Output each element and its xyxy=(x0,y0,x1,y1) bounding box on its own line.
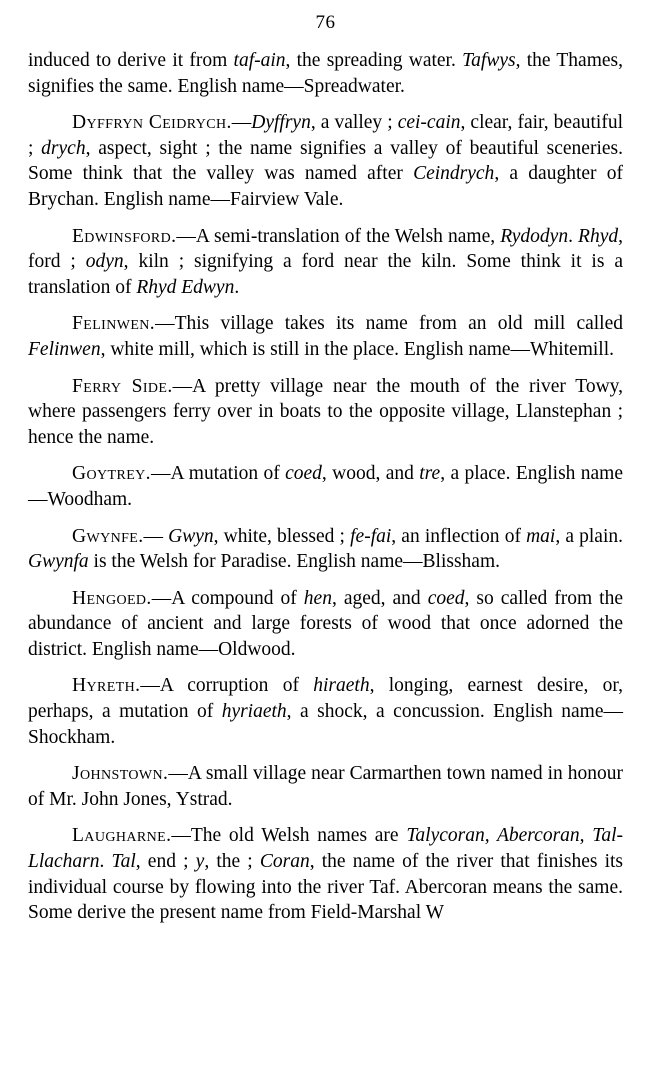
italic-term: coed xyxy=(285,463,322,485)
text-run: , wood, and xyxy=(321,463,420,485)
entry-headword: Felinwen. xyxy=(72,313,156,335)
italic-term: Rydodyn xyxy=(500,225,569,247)
text-run: , clear, fair, beautiful ; xyxy=(28,112,623,159)
text-run: , the spreading water. xyxy=(285,50,463,71)
text-run: , kiln ; signifying a ford near the kiln. Some think it is a translation of xyxy=(28,251,624,298)
text-run: —A semi-translation of the Welsh name, xyxy=(176,225,501,247)
entry-headword: Gwynfe. xyxy=(72,525,144,547)
text-run: , end ; xyxy=(135,851,196,873)
text-run: , white, blessed ; xyxy=(213,525,351,547)
text-run: , so called from the abundance of ancient and large forests of wood that once adorned the district. English name—Oldwood. xyxy=(28,587,624,660)
text-run: , longing, earnest desire, or, perhaps, a mutation of xyxy=(28,675,623,723)
entry-headword: Goytrey. xyxy=(72,463,151,485)
entry-headword: Ferry Side. xyxy=(72,375,173,397)
text-run: —A mutation of xyxy=(150,463,286,485)
text-run: , a plain. xyxy=(555,525,623,547)
text-run: , a valley ; xyxy=(310,112,398,134)
text-run: , a shock, a concussion. English name—Shockham. xyxy=(28,701,623,748)
text-run: induced to derive it from xyxy=(28,50,234,71)
paragraph xyxy=(28,673,623,750)
paragraph xyxy=(28,374,623,451)
italic-term: hiraeth xyxy=(313,675,370,697)
entry-headword: Hengoed. xyxy=(72,587,152,609)
italic-term: Felinwen xyxy=(28,338,101,360)
italic-term: fe-fai xyxy=(350,525,392,547)
italic-term: mai xyxy=(526,525,556,547)
text-run: — xyxy=(231,112,252,134)
page-body xyxy=(28,48,623,926)
text-run: , aged, and xyxy=(331,587,428,609)
italic-term: hen xyxy=(303,587,332,609)
text-run: . xyxy=(568,225,579,247)
text-run: , a place. English name—Woodham. xyxy=(28,463,623,510)
text-run: , white mill, which is still in the place. English name—Whitemill. xyxy=(100,338,614,360)
paragraph xyxy=(28,110,623,212)
italic-term: Coran xyxy=(259,851,310,873)
italic-term: Gwynfa xyxy=(28,551,89,573)
text-run: —A compound of xyxy=(151,587,304,609)
entry-headword: Laugharne. xyxy=(72,825,172,847)
text-run: —The old Welsh names are xyxy=(171,825,407,847)
text-run: . xyxy=(234,276,240,298)
paragraph xyxy=(28,48,623,99)
entry-headword: Hyreth. xyxy=(72,675,141,697)
text-run: —A corruption of xyxy=(140,675,314,697)
paragraph xyxy=(28,461,623,512)
italic-term: y xyxy=(195,851,205,873)
entry-headword: Dyffryn Ceidrych. xyxy=(72,112,232,134)
text-run: , ford ; xyxy=(28,225,623,273)
italic-term: odyn xyxy=(85,251,124,273)
paragraph xyxy=(28,524,623,575)
italic-term: Tafwys xyxy=(462,50,516,71)
text-run: —A pretty village near the mouth of the river Towy, where passengers ferry over in boats to the opposite village, Llanstephan ; hence the name. xyxy=(28,375,624,448)
text-run: , the name of the river that finishes its individual course by flowing into the river Taf. Abercoran means the same. Some derive the present name from Field-Marshal W xyxy=(28,851,624,924)
italic-term: Tal xyxy=(111,851,136,873)
italic-term: hyriaeth xyxy=(221,701,287,723)
italic-term: coed xyxy=(427,587,465,609)
italic-term: Gwyn xyxy=(168,525,214,547)
italic-term: Rhyd Edwyn xyxy=(136,276,235,298)
text-run: , an inflection of xyxy=(391,525,527,547)
italic-term: tre xyxy=(419,463,441,485)
italic-term: drych xyxy=(41,137,86,159)
text-run: —A small village near Carmarthen town named in honour of Mr. John Jones, Ystrad. xyxy=(28,763,623,810)
paragraph xyxy=(28,586,623,663)
text-run: — xyxy=(143,525,169,547)
text-run: , a daughter of Brychan. English name—Fairview Vale. xyxy=(28,163,623,210)
text-run: . xyxy=(99,851,112,873)
entry-headword: Edwinsford. xyxy=(72,225,177,247)
italic-term: taf-ain xyxy=(233,50,286,71)
italic-term: Ceindrych xyxy=(413,163,495,185)
paragraph xyxy=(28,311,623,362)
entry-headword: Johnstown. xyxy=(72,763,169,785)
text-run: , the Thames, signifies the same. English name—Spreadwater. xyxy=(28,50,623,97)
paragraph xyxy=(28,761,623,812)
paragraph xyxy=(28,823,623,925)
paragraph xyxy=(28,224,623,301)
text-run: , the ; xyxy=(204,851,260,873)
italic-term: Rhyd xyxy=(578,225,619,247)
italic-term: Talycoran, Abercoran, Tal-Llacharn xyxy=(28,825,623,873)
text-run: , aspect, sight ; the name signifies a valley of beautiful sceneries. Some think that the valley was named after xyxy=(28,137,623,185)
text-run: is the Welsh for Paradise. English name—Blissham. xyxy=(88,551,500,573)
text-run: —This village takes its name from an old mill called xyxy=(155,313,623,335)
page-number: 76 xyxy=(315,12,336,33)
italic-term: Dyffryn xyxy=(251,112,311,134)
italic-term: cei-cain xyxy=(397,112,461,134)
